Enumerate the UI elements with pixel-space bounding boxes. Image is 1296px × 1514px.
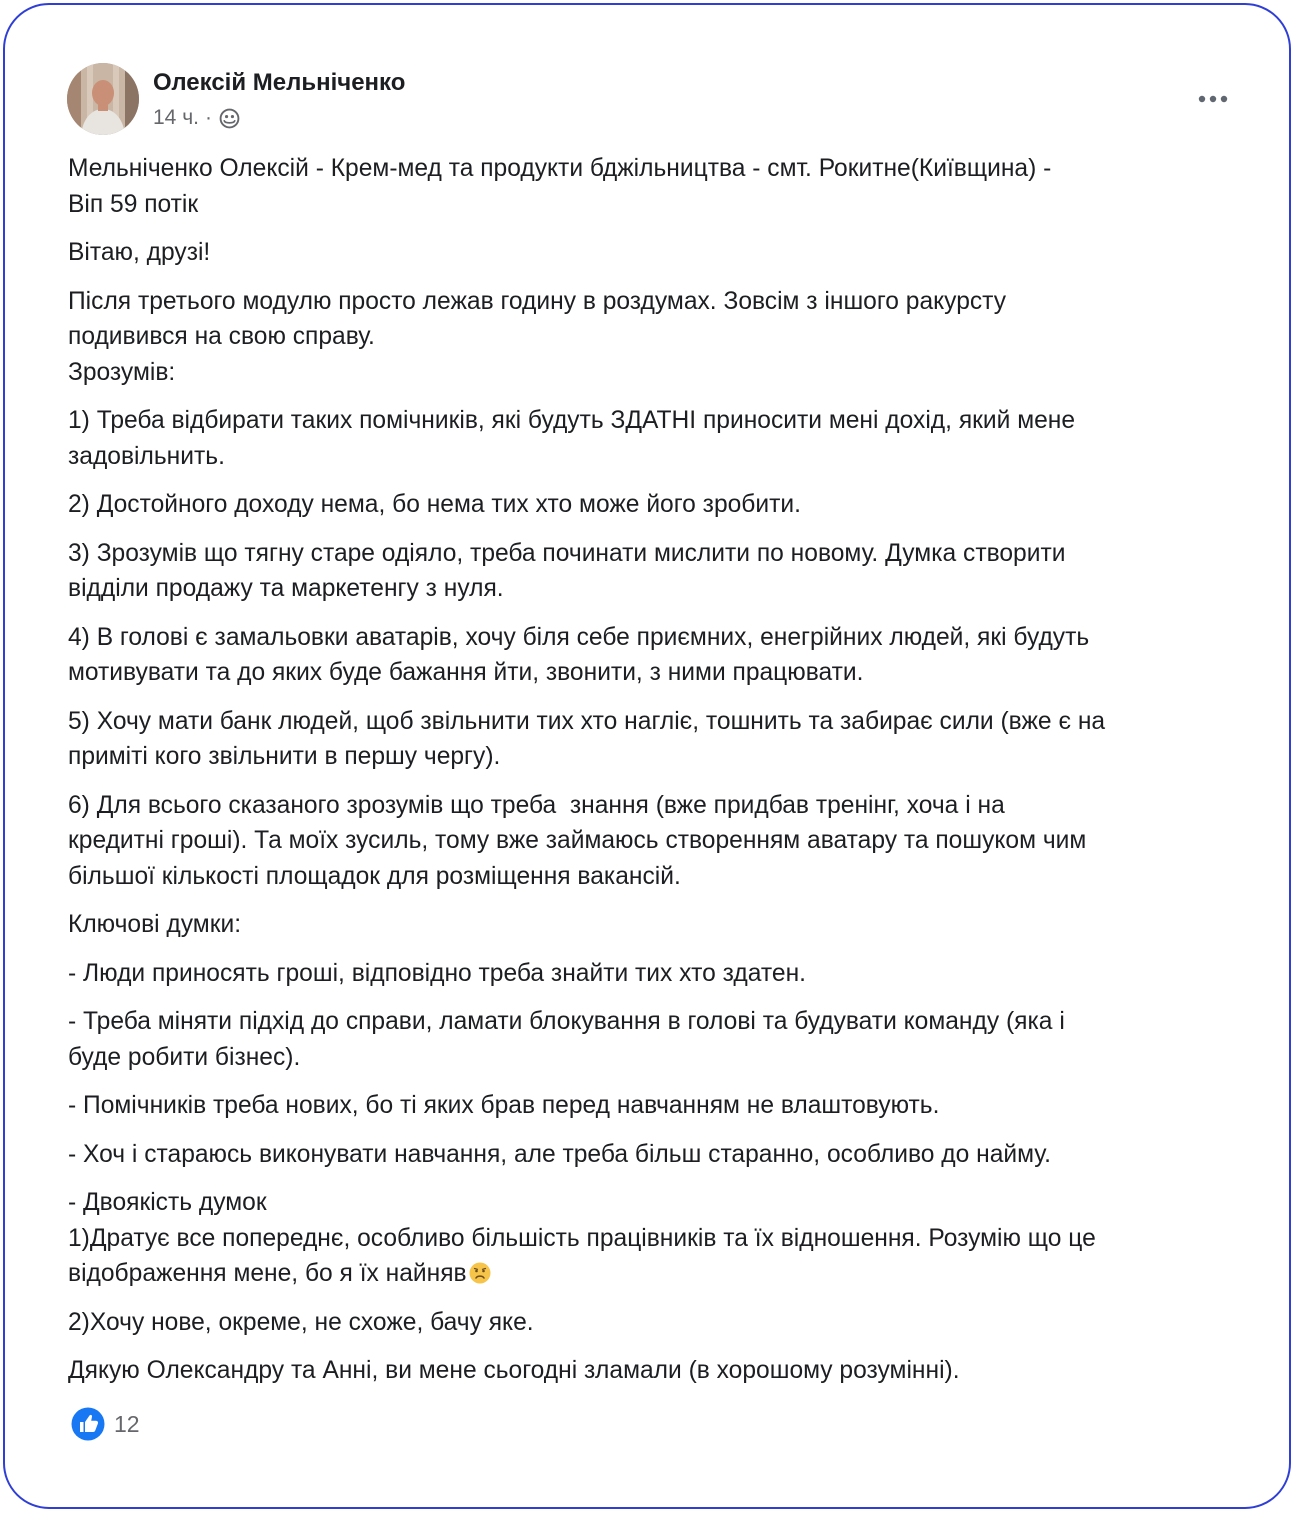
sad-face-emoji (468, 1261, 492, 1285)
like-icon (71, 1407, 105, 1441)
post-timestamp[interactable]: 14 ч. (153, 106, 199, 129)
friends-icon[interactable] (219, 108, 240, 129)
avatar-photo (67, 63, 139, 135)
post-paragraph: 4) В голові є замальовки аватарів, хочу біля себе приємних, енегрійних людей, які будуть мотивувати та до яких буде бажання йти, звонити, з ними працювати. (68, 623, 1090, 686)
post-paragraph: 5) Хочу мати банк людей, щоб звільнити тих хто нагліє, тошнить та забирає сили (вже є на приміті кого звільнити в першу чергу). (68, 707, 1106, 770)
post-paragraph: - Помічників треба нових, бо ті яких брав перед навчанням не влаштовують. (68, 1092, 940, 1119)
post-paragraph-duality (68, 1185, 1243, 1292)
post-paragraph: - Хоч і стараюсь виконувати навчання, але треба більш старанно, особливо до найму. (68, 1140, 1051, 1168)
post-paragraph: Після третього модулю просто лежав годину в роздумах. Зовсім з іншого ракурсту подивився на свою справу. Зрозумів: (68, 287, 1007, 386)
avatar[interactable] (67, 63, 139, 135)
post-header (65, 63, 1235, 139)
duality-text: - Двоякість думок 1)Дратує все попереднє, особливо більшість працівників та їх відношення. Розумію що це відображення мене, бо я їх найняв (68, 1189, 1096, 1287)
post-paragraph: 1) Треба відбирати таких помічників, які будуть ЗДАТНІ приносити мені дохід, який мене задовільнить. (68, 407, 1076, 470)
post-paragraph: - Люди приносять гроші, відповідно треба знайти тих хто здатен. (68, 959, 806, 987)
post-paragraph: Дякую Олександру та Анні, ви мене сьогодні зламали (в хорошому розумінні). (68, 1357, 960, 1384)
like-count: 12 (114, 1410, 140, 1437)
post-meta (153, 106, 240, 130)
post-paragraph: 2)Хочу нове, окреме, не схоже, бачу яке. (68, 1308, 534, 1336)
post-paragraph: Ключові думки: (68, 911, 242, 938)
post-paragraph: - Треба міняти підхід до справи, ламати блокування в голові та будувати команду (яка і буде робити бізнес). (68, 1008, 1065, 1071)
more-options-button[interactable] (1191, 81, 1235, 117)
post-paragraph: 2) Достойного доходу нема, бо нема тих хто може його зробити. (68, 491, 801, 518)
post-paragraph: 3) Зрозумів що тягну старе одіяло, треба починати мислити по новому. Думка створити відділи продажу та маркетенгу з нуля. (68, 539, 1066, 602)
post-paragraph: Мельніченко Олексій - Крем-мед та продукти бджільництва - смт. Рокитне(Київщина) - Віп 59 потік (68, 155, 1052, 218)
post-paragraph: Вітаю, друзі! (68, 239, 211, 266)
meta-separator: · (204, 106, 212, 129)
post-card (3, 3, 1291, 1509)
author-name[interactable]: Олексій Мельніченко (153, 69, 406, 96)
post-text (68, 151, 1243, 1402)
more-horizontal-icon (1198, 95, 1228, 103)
post-paragraph: 6) Для всього сказаного зрозумів що треба знання (вже придбав тренінг, хоча і на кредитні гроші). Та моїх зусиль, тому вже займаюсь створенням аватару та пошуком чим більшої кількості площадок для розміщення вакансій. (68, 791, 1087, 890)
reactions-summary[interactable] (71, 1407, 140, 1441)
